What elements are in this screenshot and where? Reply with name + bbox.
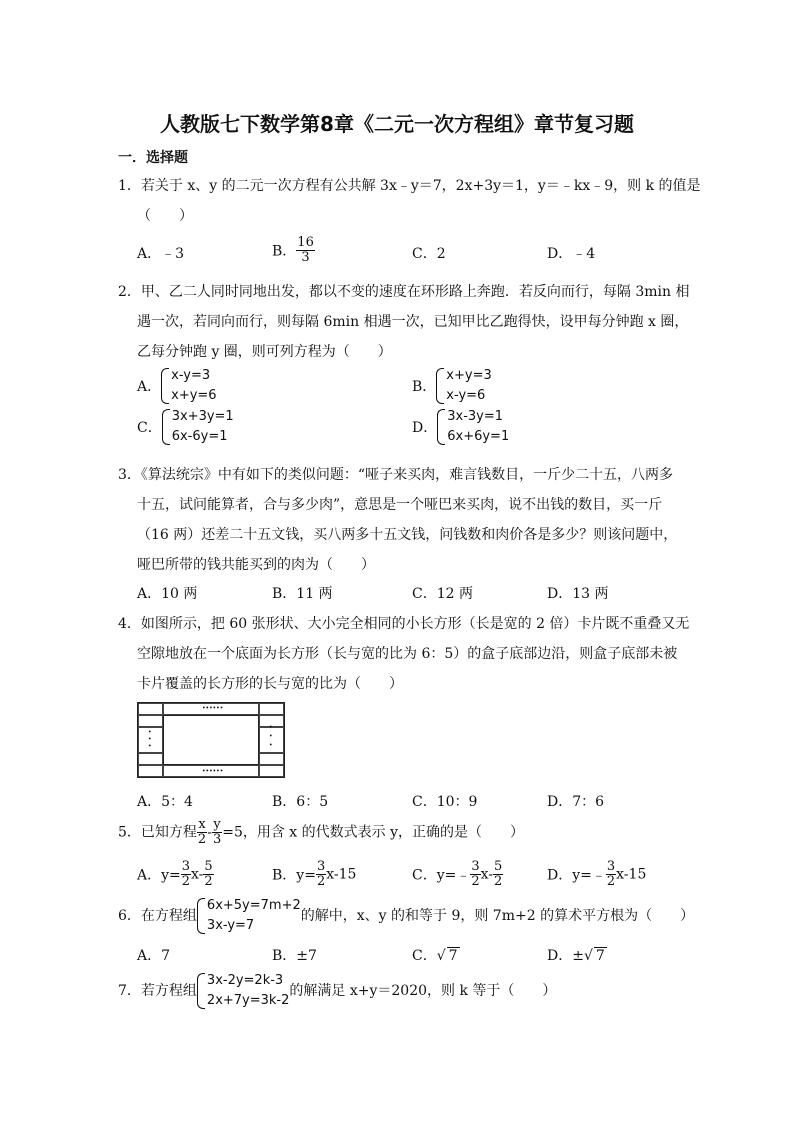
q2-option-c-label: C． [137,420,162,436]
fraction [606,860,616,889]
denominator: 2 [494,874,503,889]
q4-text-line3: 卡片覆盖的长方形的长与宽的比为（ ） [137,676,403,692]
card [138,715,163,727]
q5-option-d [547,860,646,889]
q6-stem-post: 的解中，x、y 的和等于 9，则 7m+2 的算术平方根为（ ） [300,908,695,924]
fraction [181,860,191,889]
q5-option-b-post: x-15 [326,866,357,883]
q2-option-d [412,407,509,447]
q1-text-line2: （ ） [137,208,193,224]
dots-bottom: •••••• [202,768,224,775]
card [259,753,284,765]
q4-box-figure [137,702,285,778]
q2-option-b-system [436,366,491,406]
q4-option-d: D．7：6 [547,794,605,810]
minus-sign: ﹣ [456,867,471,884]
q7-stem-post: 的解满足 x+y＝2020，则 k 等于（ ） [289,983,557,999]
uncovered-rectangle [163,715,259,765]
numerator: 3 [181,859,191,874]
q5-option-a-pre: A．y= [137,867,181,884]
denominator: 3 [301,250,310,265]
q3-option-c: C．12 两 [412,586,473,602]
equation: 2x+7y=3k-2 [206,993,290,1008]
numerator: 5 [494,859,503,874]
q6-system [197,896,301,936]
q1-option-d: D．﹣4 [547,246,596,262]
card [138,765,163,777]
equation: 6x+6y=1 [447,429,510,444]
radicand: 7 [595,948,605,964]
q5-stem [118,818,524,847]
q2-option-c [137,407,234,447]
dots-right: ••• [269,724,273,749]
q7-stem-pre: 7．若方程组 [118,983,197,999]
q2-option-d-system [437,407,509,447]
q3-text-line1: 3．《算法统宗》中有如下的类似问题：“哑子来买肉，难言钱数目，一斤少二十五，八两多 [118,467,674,483]
denominator: 2 [606,874,616,889]
q5-option-a [137,860,214,889]
dots-top: •••••• [202,705,224,712]
q4-option-a: A．5：4 [137,794,193,810]
equation: x-y=6 [446,388,486,403]
denominator: 2 [197,832,207,847]
q4-option-c: C．10：9 [412,794,478,810]
numerator: 5 [204,859,213,874]
q1-option-b [272,236,315,265]
q2-option-d-label: D． [412,420,438,436]
q1-text-line1: 1．若关于 x、y 的二元一次方程有公共解 3x﹣y＝7，2x+3y＝1，y＝﹣kx﹣9，则 k 的值是 [118,178,701,194]
q3-option-a: A．10 两 [137,586,198,602]
fraction [493,860,503,889]
q3-text-line4: 哑巴所带的钱共能买到的肉为（ ） [137,557,375,573]
q2-option-c-system [162,407,234,447]
q5-option-a-mid: x- [191,866,204,883]
q2-option-b-label: B． [412,379,437,395]
card [259,703,284,715]
radical-sign: √ [436,948,446,964]
denominator: 3 [212,832,222,847]
q5-option-b [272,860,356,889]
denominator: 2 [316,874,326,889]
equation: x+y=3 [446,368,492,383]
q2-option-a [137,366,217,406]
radicand: 7 [448,948,458,964]
q5-option-d-post: x-15 [616,866,647,883]
q5-stem-pre: 5．已知方程 [118,824,197,841]
numerator: 3 [471,859,480,874]
fraction [316,860,326,889]
denominator: 2 [204,874,213,889]
q2-option-a-system [161,366,216,406]
q2-text-line3: 乙每分钟跑 y 圈，则可列方程为（ ） [137,344,392,360]
q4-text-line2: 空隙地放在一个底面为长方形（长与宽的比为 6：5）的盒子底部边沿，则盒子底部未被 [137,646,678,662]
fraction [203,860,213,889]
equation: x-y=3 [171,368,211,383]
equation: 3x-2y=2k-3 [206,973,284,988]
q2-option-b [412,366,492,406]
equation: 6x+5y=7m+2 [206,898,301,913]
q5-option-b-pre: B．y= [272,867,316,884]
q6-option-d-label: D．± [547,948,584,964]
q5-fraction-y [212,818,222,847]
equation: x+y=6 [171,388,217,403]
q3-option-d: D．13 两 [547,586,609,602]
q4-text-line1: 4．如图所示，把 60 张形状、大小完全相同的小长方形（长是宽的 2 倍）卡片既不重叠又无 [118,616,690,632]
q3-text-line2: 十五，试问能算者，合与多少肉”，意思是一个哑巴来买肉，说不出钱的数目，买一斤 [137,497,663,513]
q6-stem [118,896,694,936]
denominator: 2 [471,874,480,889]
equation: 3x-y=7 [206,918,255,933]
fraction [470,860,480,889]
q7-system [197,971,289,1011]
radical-sign: √ [583,948,593,964]
q5-stem-post: =5，用含 x 的代数式表示 y，正确的是（ ） [222,824,525,841]
numerator: 3 [316,859,326,874]
denominator: 2 [181,874,191,889]
q5-minus: - [207,824,212,841]
q3-text-line3: （16 两）还差二十五文钱，买八两多十五文钱，问钱数和肉价各是多少？则该问题中， [137,527,678,543]
q6-option-b: B．±7 [272,948,317,964]
numerator: y [213,817,221,832]
equation: 3x-3y=1 [447,409,504,424]
minus-sign: ﹣ [591,867,606,884]
q5-option-c [412,860,503,889]
q5-option-d-pre: D．y= [547,867,592,884]
q6-stem-pre: 6．在方程组 [118,908,197,924]
section-heading: 一．选择题 [118,150,188,166]
q2-text-line1: 2．甲、乙二人同时同地出发，都以不变的速度在环形路上奔跑．若反向而行，每隔 3min 相 [118,284,690,300]
q3-option-b: B．11 两 [272,586,333,602]
numerator: 16 [297,235,314,250]
numerator: 3 [606,859,616,874]
q1-option-a: A．﹣3 [137,246,185,262]
q6-option-a: A．7 [137,948,171,964]
dots-left: ••• [148,729,152,750]
q5-option-c-mid: x- [480,866,494,883]
q5-option-c-pre: C．y= [412,867,457,884]
card [138,703,163,715]
q5-fraction-x [197,818,207,847]
q2-option-a-label: A． [137,379,162,395]
page-title: 人教版七下数学第8章《二元一次方程组》章节复习题 [160,112,634,136]
q1-option-c: C．2 [412,246,446,262]
q6-option-c-label: C． [412,948,437,964]
card [138,753,163,765]
equation: 3x+3y=1 [171,409,234,424]
numerator: x [198,817,206,832]
q4-option-b: B．6：5 [272,794,329,810]
q7-stem [118,971,556,1011]
q6-option-d [547,945,607,965]
card [259,765,284,777]
q1-option-b-fraction [296,236,315,265]
q1-option-b-label: B． [272,243,297,260]
equation: 6x-6y=1 [171,429,228,444]
q2-text-line2: 遇一次，若同向而行，则每隔 6min 相遇一次，已知甲比乙跑得快，设甲每分钟跑 x 圈， [137,314,689,330]
q6-option-c [412,945,460,965]
